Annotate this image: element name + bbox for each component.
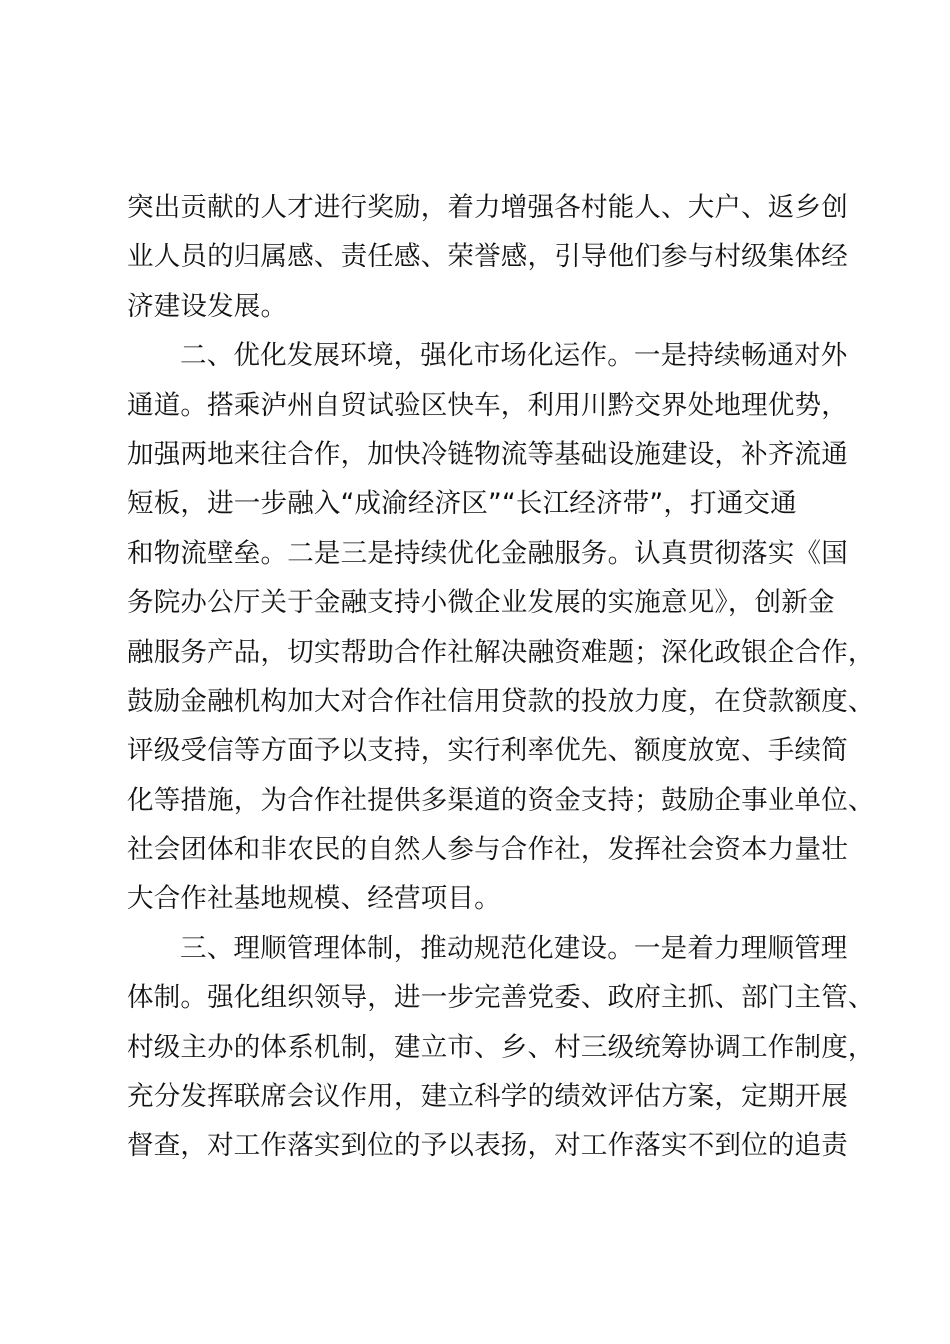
text-line: 村级主办的体系机制，建立市、乡、村三级统筹协调工作制度， <box>127 1031 875 1063</box>
text-line: 大合作社基地规模、经营项目。 <box>127 883 501 915</box>
document-page <box>127 183 875 1171</box>
section-heading-line: 二、优化发展环境，强化市场化运作。一是持续畅通对外 <box>180 340 848 372</box>
text-line: 评级受信等方面予以支持，实行利率优先、额度放宽、手续简 <box>127 735 848 767</box>
text-line: 鼓励金融机构加大对合作社信用贷款的投放力度，在贷款额度、 <box>127 685 875 717</box>
text-line: 务院办公厅关于金融支持小微企业发展的实施意见》，创新金 <box>127 587 835 619</box>
text-line: 化等措施，为合作社提供多渠道的资金支持；鼓励企事业单位、 <box>127 784 875 816</box>
section-heading-line: 三、理顺管理体制，推动规范化建设。一是着力理顺管理 <box>180 932 848 964</box>
text-line: 和物流壁垒。二是三是持续优化金融服务。认真贯彻落实《国 <box>127 537 848 569</box>
text-line: 突出贡献的人才进行奖励，着力增强各村能人、大户、返乡创 <box>127 192 848 223</box>
text-line: 加强两地来往合作，加快冷链物流等基础设施建设，补齐流通 <box>127 438 848 470</box>
text-line: 督查，对工作落实到位的予以表扬，对工作落实不到位的追责 <box>127 1130 848 1162</box>
text-line: 融服务产品，切实帮助合作社解决融资难题；深化政银企合作， <box>127 636 875 668</box>
text-line: 济建设发展。 <box>127 290 288 322</box>
text-line: 体制。强化组织领导，进一步完善党委、政府主抓、部门主管、 <box>127 982 875 1014</box>
text-line: 短板，进一步融入“成渝经济区”“长江经济带”，打通交通 <box>127 488 797 520</box>
text-line: 通道。搭乘泸州自贸试验区快车，利用川黔交界处地理优势， <box>127 389 848 421</box>
text-line: 业人员的归属感、责任感、荣誉感，引导他们参与村级集体经 <box>127 241 848 273</box>
text-line: 社会团体和非农民的自然人参与合作社，发挥社会资本力量壮 <box>127 834 848 866</box>
text-line: 充分发挥联席会议作用，建立科学的绩效评估方案，定期开展 <box>127 1081 848 1113</box>
